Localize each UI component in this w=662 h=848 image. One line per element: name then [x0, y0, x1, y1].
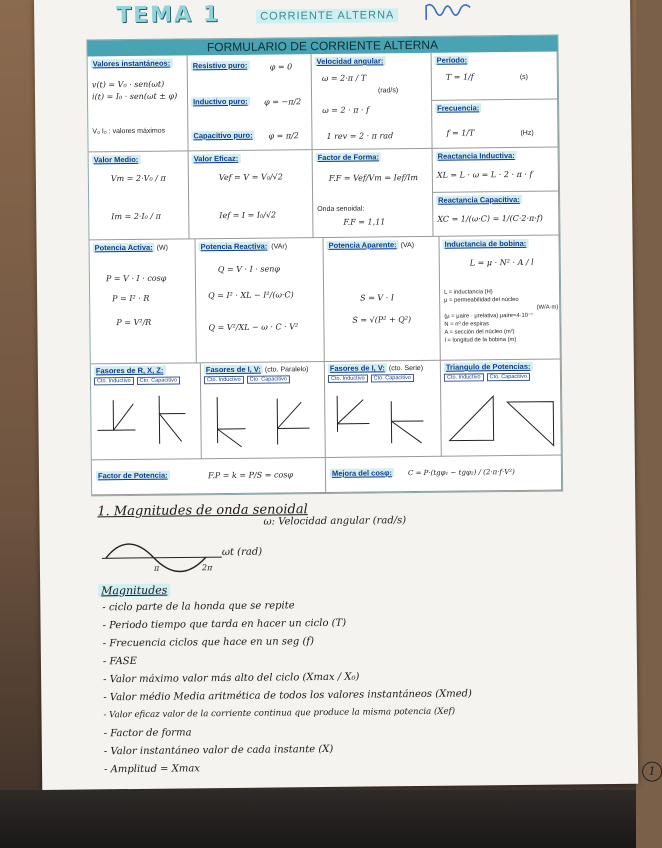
formula-ff-senoidal: F.F = 1,11	[343, 217, 386, 227]
formula-fp: F.P = k = P/S = cosφ	[207, 470, 294, 481]
cell-velocidad	[312, 53, 433, 150]
formula-resistivo: φ = 0	[269, 62, 293, 72]
label-reactancia-capacitiva: Reactancia Capacitiva:	[438, 194, 520, 205]
cell-potencia-reactiva	[196, 238, 325, 363]
unit-va: (VA)	[400, 242, 415, 250]
note-line: - ciclo parte de la honda que se repite	[102, 600, 295, 614]
bobina-legend	[444, 288, 559, 345]
legend-line: N = nº de espiras	[444, 321, 489, 328]
tag-capacitivo: Cto. Capacitivo	[247, 375, 290, 383]
tag-inductivo: Cto. Inductivo	[328, 375, 368, 383]
note-line: - Factor de forma	[103, 727, 192, 740]
label-fasores-rxz: Fasores de R, X, Z:	[95, 365, 164, 376]
legend-line: A = sección del núcleo (m²)	[444, 328, 515, 336]
legend-line: μ = permeabilidad del núcleo	[444, 296, 519, 304]
label-capacitivo: Capacitivo puro:	[193, 130, 253, 141]
label-frecuencia: Frecuencia:	[437, 103, 480, 113]
phasor-rxz-diagram	[95, 389, 196, 456]
formula-q-2: Q = I² · XL − I²/(ω·C)	[208, 290, 294, 301]
formula-p-1: P = V · I · cosφ	[105, 273, 167, 284]
tag-capacitivo: Cto. Capacitivo	[371, 374, 414, 382]
label-potencia-reactiva: Potencia Reactiva:	[200, 241, 268, 252]
cell-inductancia-bobina	[440, 236, 561, 361]
formula-p-2: P = I² · R	[112, 293, 150, 304]
label-inductivo: Inductivo puro:	[193, 96, 248, 107]
omega-note: ω: Velocidad angular (rad/s)	[263, 515, 407, 528]
formula-ff: F.F = Vef/Vm = Ief/Im	[328, 172, 419, 183]
formula-omega-T: ω = 2·π / T	[321, 73, 367, 83]
label-resistivo: Resistivo puro:	[192, 60, 248, 71]
formula-mejora: C = P·(tgφ₁ − tgφ₂) / (2·π·f·V²)	[407, 467, 515, 478]
note-line: - FASE	[102, 655, 137, 668]
cell-reactancia-inductiva	[433, 148, 559, 193]
cell-triangulo-potencias	[441, 360, 562, 457]
formula-vm: Vm = 2·V₀ / π	[110, 173, 166, 184]
note-line: - Periodo tiempo que tarda en hacer un ciclo (T)	[102, 617, 347, 632]
formula-i-t: i(t) = I₀ · sen(ωt ± φ)	[91, 91, 178, 102]
cell-factor-forma	[313, 149, 434, 238]
label-periodo: Período:	[436, 55, 468, 65]
topic-subtitle: CORRIENTE ALTERNA	[256, 8, 398, 23]
formula-xc: XC = 1/(ω·C) = 1/(C·2·π·f)	[437, 213, 543, 224]
note-maximos: V₀ I₀ : valores máximos	[92, 127, 166, 136]
power-triangle-diagram	[445, 386, 560, 453]
formula-s-2: S = √(P² + Q²)	[352, 315, 412, 325]
kind-paralelo: (cto. Paralelo)	[264, 366, 309, 374]
label-factor-forma: Factor de Forma:	[317, 152, 379, 163]
label-fasores-serie: Fasores de I, V:	[329, 363, 385, 373]
formula-sheet	[86, 35, 563, 497]
note-line: - Amplitud = Xmax	[104, 763, 200, 776]
unit-hz: (Hz)	[520, 129, 534, 137]
unit-rad-s: (rad/s)	[377, 87, 399, 95]
cell-valor-eficaz	[189, 150, 314, 239]
label-inductancia-bobina: Inductancia de bobina:	[444, 238, 527, 249]
formula-ief: Ief = I = I₀/√2	[219, 210, 277, 221]
cell-potencia-activa	[90, 239, 197, 364]
notes-heading: 1. Magnitudes de onda senoidal	[97, 502, 308, 520]
cell-fasores-serie	[325, 361, 442, 458]
cell-angulos	[188, 54, 313, 151]
formula-capacitivo: φ = π/2	[268, 131, 299, 141]
formula-v-t: v(t) = V₀ · sen(ωt)	[91, 79, 165, 90]
cell-fasores-paralelo	[201, 362, 326, 459]
cell-factor-potencia	[92, 458, 326, 495]
notebook-page	[34, 0, 656, 790]
tag-capacitivo: Cto. Capacitivo	[487, 373, 530, 381]
formula-s-1: S = V · I	[360, 293, 395, 303]
label-reactancia-inductiva: Reactancia Inductiva:	[437, 150, 515, 161]
formula-rev: 1 rev = 2 · π rad	[326, 131, 394, 141]
formula-vef: Vef = V = V₀/√2	[218, 172, 283, 183]
desk-edge	[0, 790, 636, 848]
note-line: - Valor eficaz valor de la corriente continua que produce la misma potencia (Xef)	[103, 706, 456, 721]
formula-periodo: T = 1/f	[445, 72, 474, 82]
label-velocidad: Velocidad angular:	[316, 56, 384, 67]
label-potencia-activa: Potencia Activa:	[94, 242, 153, 253]
cell-instantaneos	[88, 55, 189, 152]
label-valor-eficaz: Valor Eficaz:	[193, 153, 239, 164]
cell-periodo	[432, 52, 558, 101]
tag-capacitivo: Cto. Capacitivo	[137, 376, 180, 384]
cell-potencia-aparente	[324, 237, 441, 362]
formula-bobina: L = μ · N² · A / l	[469, 257, 534, 268]
label-valor-medio: Valor Medio:	[93, 154, 139, 165]
label-instantaneos: Valores instantáneos:	[92, 58, 171, 69]
note-line: - Valor máximo valor más alto del ciclo (Xmax / X₀)	[103, 671, 360, 686]
note-line: - Valor instantáneo valor de cada instante (X)	[103, 743, 334, 758]
formula-p-3: P = V²/R	[116, 317, 152, 328]
label-fasores-paralelo: Fasores de I, V:	[205, 364, 261, 375]
note-line: - Frecuencia ciclos que hace en un seg (f)	[102, 636, 315, 650]
tag-inductivo: Cto. Inductivo	[444, 373, 484, 381]
tag-inductivo: Cto. Inductivo	[204, 376, 244, 384]
handwritten-notes	[97, 499, 660, 785]
formula-xl: XL = L · ω = L · 2 · π · f	[436, 169, 533, 180]
legend-line: (μ = μaire · μrelativa) μaire=4·10⁻⁷	[444, 312, 534, 320]
tick-2pi: 2π	[201, 563, 213, 573]
tag-inductivo: Cto. Inductivo	[94, 377, 134, 385]
phasor-paralelo-diagram	[205, 388, 320, 455]
unit-s: (s)	[519, 73, 529, 81]
cell-valor-medio	[89, 151, 190, 240]
label-factor-potencia: Factor de Potencia:	[97, 470, 168, 481]
phasor-serie-diagram	[329, 387, 438, 454]
label-triangulo-potencias: Triangulo de Potencias:	[445, 361, 531, 372]
label-potencia-aparente: Potencia Aparente:	[328, 240, 397, 250]
cell-reactancia-capacitiva	[433, 192, 559, 237]
formula-q-3: Q = V²/XL − ω · C · V²	[208, 322, 299, 333]
topic-title: TEMA 1	[116, 2, 221, 29]
formula-frecuencia: f = 1/T	[446, 128, 475, 138]
formula-q-1: Q = V · I · senφ	[217, 264, 281, 275]
wave-doodle-icon	[424, 1, 472, 22]
formula-inductivo: φ = −π/2	[264, 97, 302, 107]
legend-line: l = longitud de la bobina (m)	[444, 336, 517, 344]
label-onda-senoidal: Onda senoidal:	[317, 205, 365, 214]
legend-line: L = inductancia (H)	[444, 289, 493, 296]
unit-var: (VAr)	[271, 243, 288, 251]
cell-frecuencia	[432, 100, 558, 149]
tick-pi: π	[153, 563, 160, 573]
unit-w: (W)	[156, 244, 168, 252]
magnitudes-subheading: Magnitudes	[98, 584, 170, 598]
sheet-title: FORMULARIO DE CORRIENTE ALTERNA	[87, 36, 557, 57]
kind-serie: (cto. Serie)	[388, 364, 424, 373]
page-number: 1	[642, 761, 662, 781]
note-line: - Valor médio Media aritmética de todos los valores instantáneos (Xmed)	[103, 688, 472, 704]
formula-omega-f: ω = 2 · π · f	[322, 105, 370, 115]
formula-im: Im = 2·I₀ / π	[111, 211, 161, 222]
label-mejora-cos: Mejora del cosφ:	[331, 468, 392, 478]
cell-mejora-cos	[326, 455, 562, 492]
axis-label-wt: ωt (rad)	[221, 546, 263, 559]
legend-line: (W/A·m)	[536, 304, 559, 311]
cell-fasores-rxz	[91, 363, 202, 460]
